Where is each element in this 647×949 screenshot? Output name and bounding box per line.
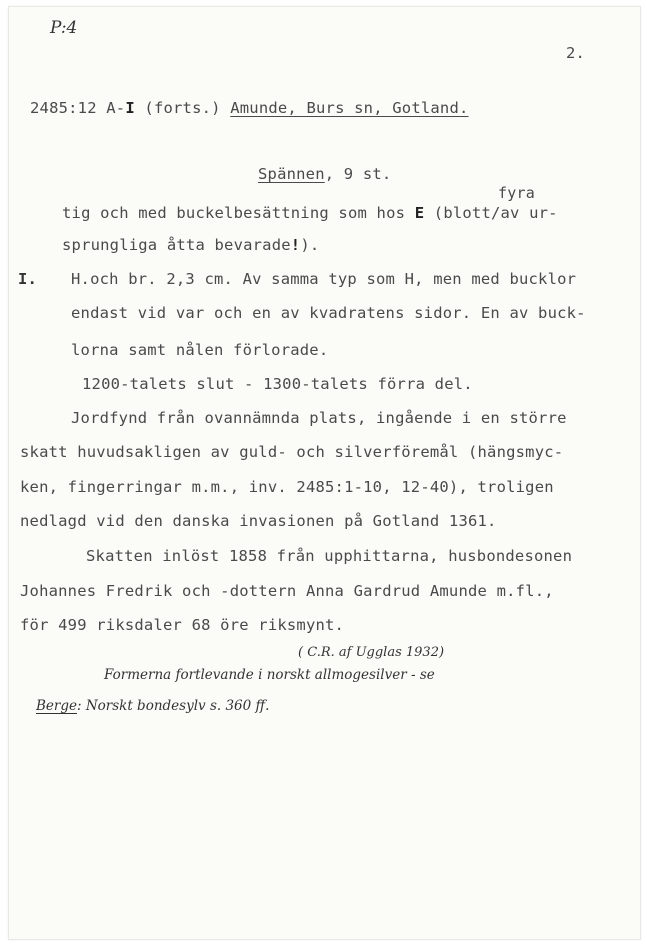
section-count: , 9 st. bbox=[324, 165, 392, 183]
corner-mark: P:4 bbox=[50, 18, 78, 38]
section-heading bbox=[258, 165, 391, 183]
header-id: 2485:12 A- bbox=[30, 99, 126, 117]
header-forts: (forts.) bbox=[144, 99, 221, 117]
text-line-13: för 499 riksdaler 68 öre riksmynt. bbox=[20, 616, 345, 634]
header-line bbox=[30, 99, 469, 117]
header-location: Amunde, Burs sn, Gotland. bbox=[230, 99, 469, 117]
line1-letter: E bbox=[414, 204, 425, 222]
handwritten-reference: ( C.R. af Ugglas 1932) bbox=[298, 645, 445, 660]
text-line-6: 1200-talets slut - 1300-talets förra del. bbox=[82, 375, 473, 393]
text-line-1: tig och med buckelbesättning som hos E (blott/av ur- bbox=[62, 204, 558, 222]
page-number: 2. bbox=[566, 44, 586, 62]
text-line-10: nedlagd vid den danska invasionen på Gotland 1361. bbox=[20, 512, 497, 530]
text-line-5: lorna samt nålen förlorade. bbox=[71, 341, 329, 359]
text-line-12: Johannes Fredrik och -dottern Anna Gardrud Amunde m.fl., bbox=[20, 582, 554, 600]
section-title: Spännen bbox=[258, 165, 325, 183]
item-marker: I. bbox=[18, 270, 38, 288]
handwritten-note-2-author: Berge bbox=[36, 698, 77, 714]
text-line-3: H.och br. 2,3 cm. Av samma typ som H, men med bucklor bbox=[71, 270, 577, 288]
handwritten-note-2: Berge: Norskt bondesylv s. 360 ff. bbox=[36, 698, 270, 714]
text-line-8: skatt huvudsakligen av guld- och silverföremål (hängsmyc- bbox=[20, 443, 564, 461]
archive-card bbox=[8, 6, 641, 940]
handwritten-note-1: Formerna fortlevande i norskt allmogesilver - se bbox=[104, 667, 435, 683]
text-line-9: ken, fingerringar m.m., inv. 2485:1-10, 12-40), troligen bbox=[20, 478, 554, 496]
insert-fyra: fyra bbox=[498, 184, 535, 202]
line2-mark: ! bbox=[290, 236, 301, 254]
text-line-11: Skatten inlöst 1858 från upphittarna, husbondesonen bbox=[86, 547, 573, 565]
header-letter: I bbox=[125, 99, 135, 117]
text-line-4: endast vid var och en av kvadratens sidor. En av buck- bbox=[71, 304, 586, 322]
text-line-7: Jordfynd från ovannämnda plats, ingående i en större bbox=[71, 409, 567, 427]
text-line-2: sprungliga åtta bevarade!). bbox=[62, 236, 320, 254]
